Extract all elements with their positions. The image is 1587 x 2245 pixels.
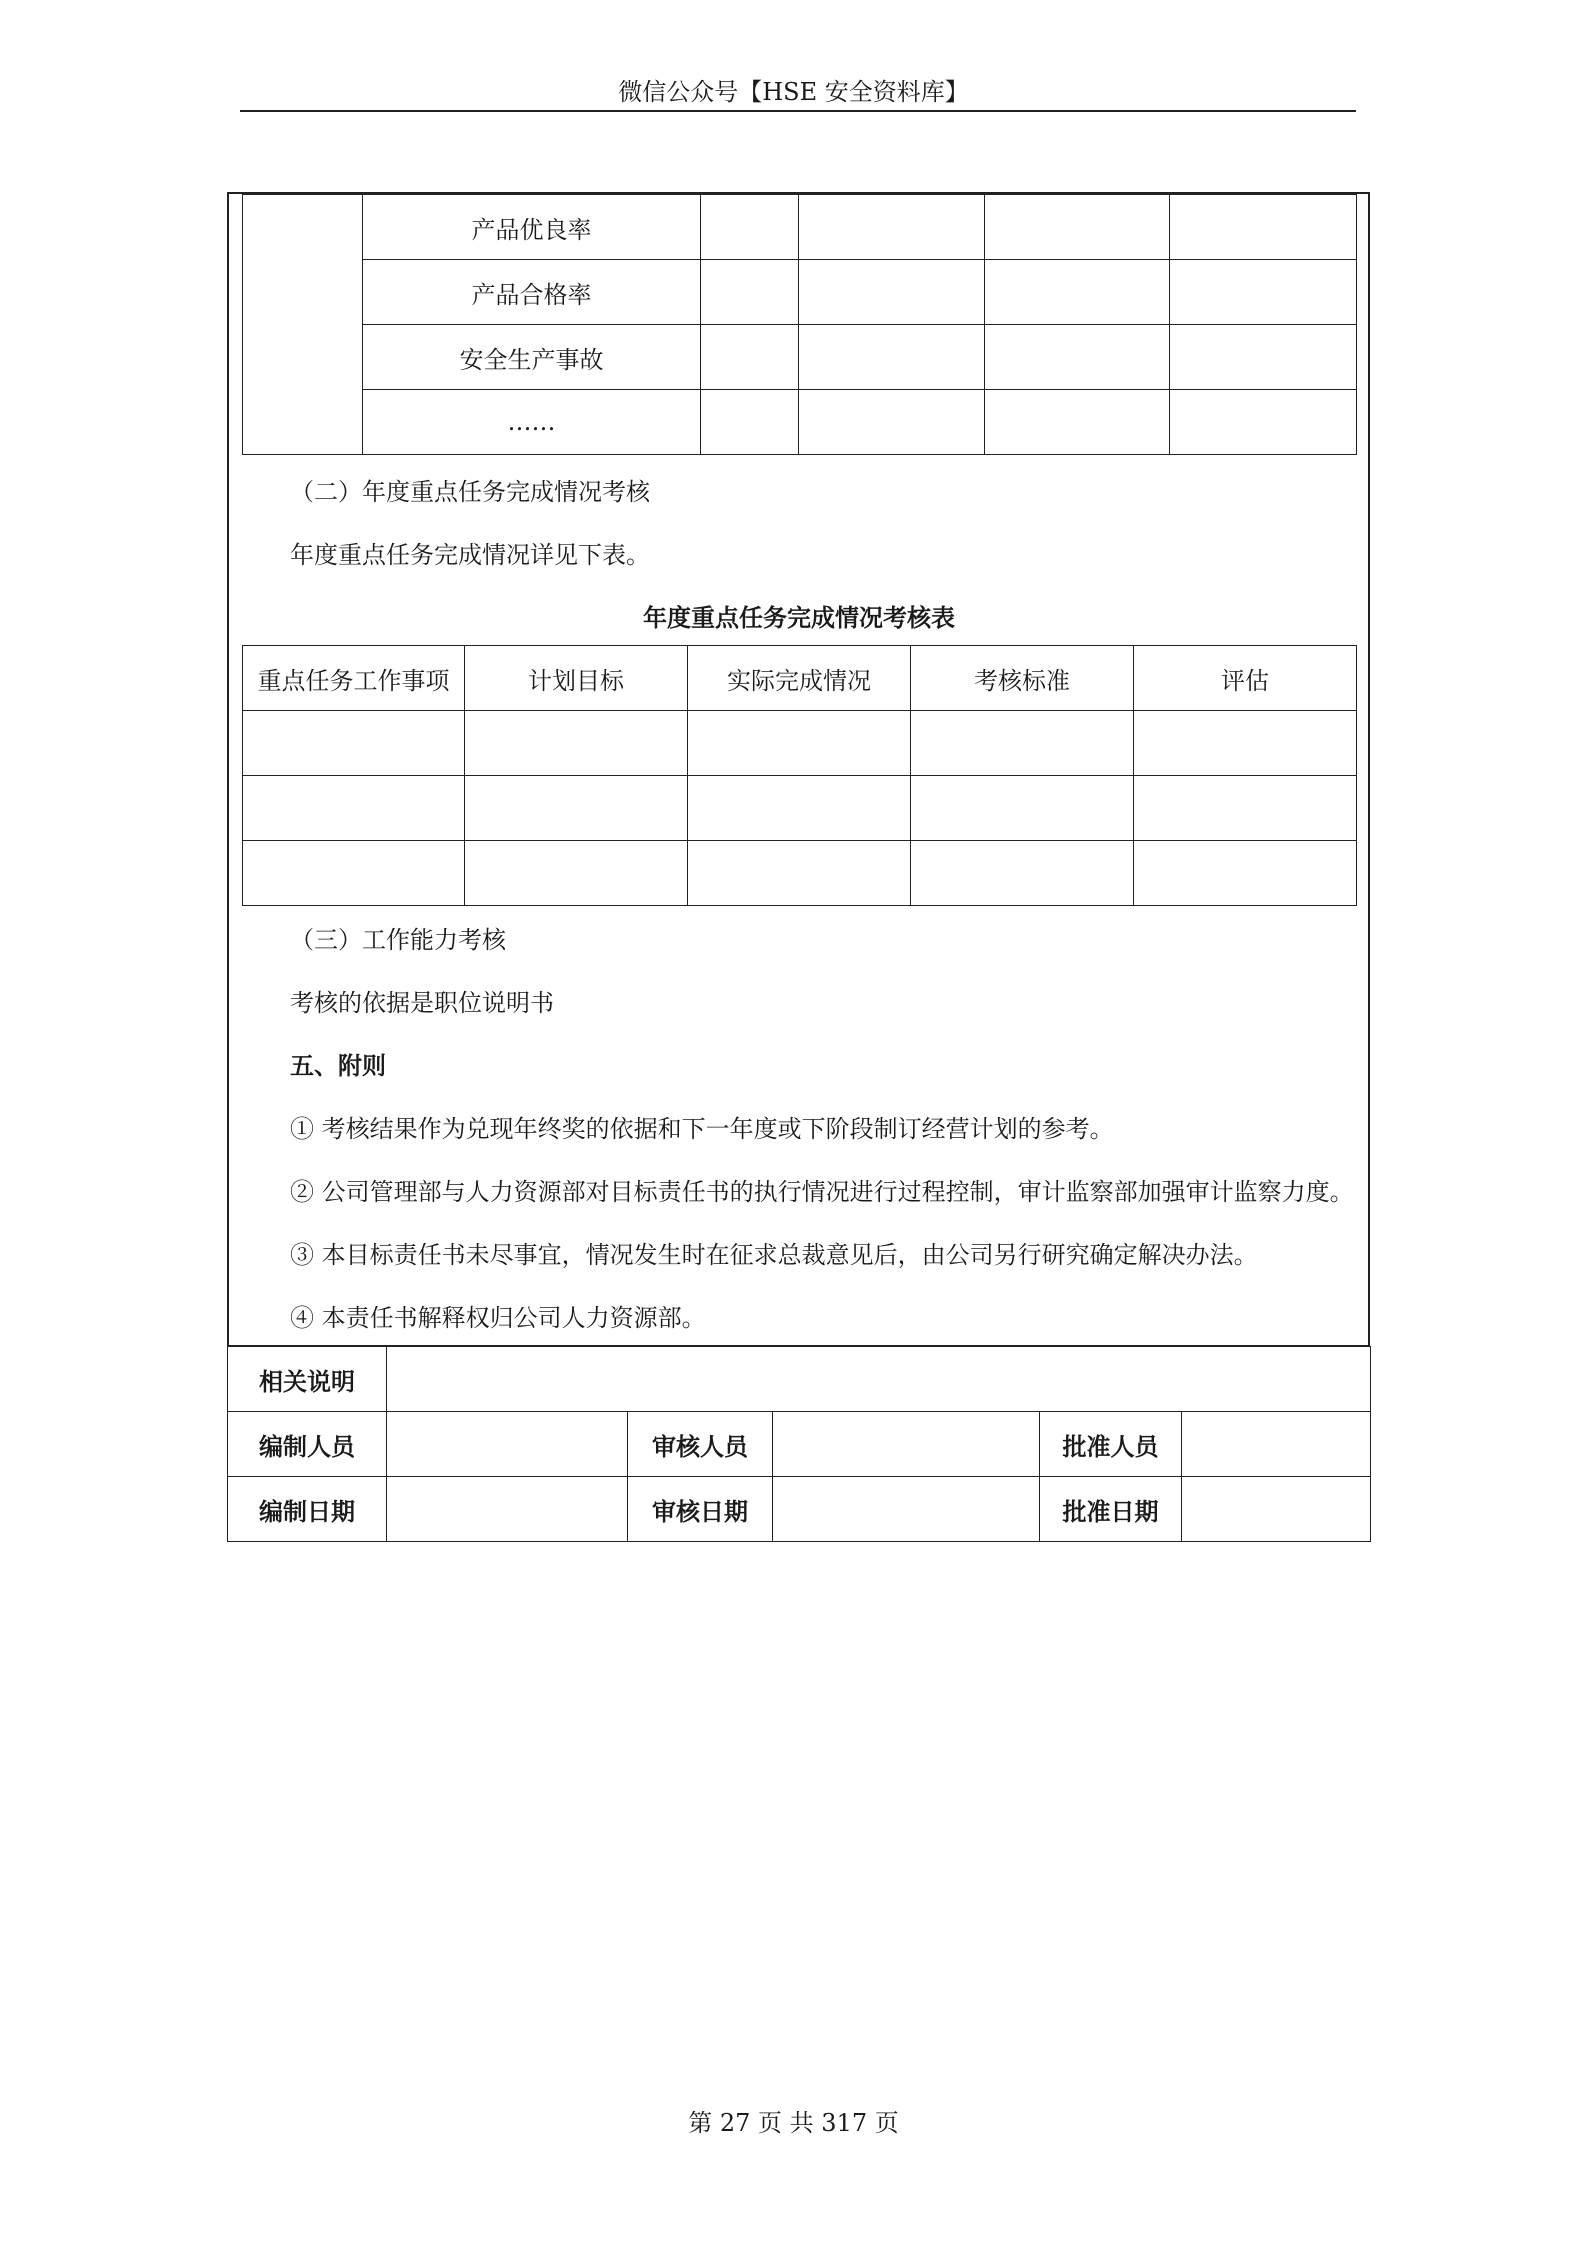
header-rule	[240, 110, 1356, 112]
reviewed-date-label: 审核日期	[628, 1477, 773, 1542]
approved-by-value	[1182, 1412, 1371, 1477]
table-row	[243, 390, 1357, 455]
metrics-table	[242, 194, 1357, 455]
prepared-by-value	[387, 1412, 628, 1477]
section5-heading: 五、附则	[290, 1051, 386, 1080]
page-header: 微信公众号【HSE 安全资料库】	[618, 78, 969, 106]
table-row	[243, 325, 1357, 390]
prepared-date-label: 编制日期	[228, 1477, 387, 1542]
related-notes-label: 相关说明	[228, 1347, 387, 1412]
table-row	[243, 841, 1357, 906]
approved-date-value	[1182, 1477, 1371, 1542]
approved-date-label: 批准日期	[1040, 1477, 1182, 1542]
reviewed-by-value	[773, 1412, 1040, 1477]
key-tasks-table	[242, 645, 1357, 906]
approved-by-label: 批准人员	[1040, 1412, 1182, 1477]
metric-label: 产品优良率	[363, 195, 701, 260]
section2-intro: 年度重点任务完成情况详见下表。	[290, 541, 650, 569]
related-notes-value	[387, 1347, 1371, 1412]
reviewed-by-label: 审核人员	[628, 1412, 773, 1477]
table-row	[243, 776, 1357, 841]
table-title: 年度重点任务完成情况考核表	[643, 603, 955, 632]
appendix-item: ③ 本目标责任书未尽事宜，情况发生时在征求总裁意见后，由公司另行研究确定解决办法。	[290, 1241, 1258, 1269]
table-row	[228, 1347, 1371, 1412]
table-row	[228, 1412, 1371, 1477]
section2-heading: （二）年度重点任务完成情况考核	[290, 478, 650, 506]
prepared-by-label: 编制人员	[228, 1412, 387, 1477]
metric-label: 安全生产事故	[363, 325, 701, 390]
appendix-item: ① 考核结果作为兑现年终奖的依据和下一年度或下阶段制订经营计划的参考。	[290, 1115, 1114, 1143]
column-header: 重点任务工作事项	[243, 646, 465, 711]
category-cell	[243, 195, 363, 455]
section3-text: 考核的依据是职位说明书	[290, 989, 554, 1017]
signature-table	[227, 1346, 1371, 1542]
section3-heading: （三）工作能力考核	[290, 926, 506, 954]
reviewed-date-value	[773, 1477, 1040, 1542]
metric-label: 产品合格率	[363, 260, 701, 325]
table-row	[228, 1477, 1371, 1542]
table-row	[243, 260, 1357, 325]
appendix-item: ④ 本责任书解释权归公司人力资源部。	[290, 1304, 706, 1332]
page-number: 第 27 页 共 317 页	[688, 2109, 899, 2137]
column-header: 评估	[1134, 646, 1357, 711]
column-header: 计划目标	[465, 646, 688, 711]
table-row	[243, 711, 1357, 776]
metric-label: ……	[363, 390, 701, 455]
appendix-item: ② 公司管理部与人力资源部对目标责任书的执行情况进行过程控制，审计监察部加强审计监察力度。	[290, 1178, 1354, 1206]
table-header-row	[243, 646, 1357, 711]
column-header: 考核标准	[911, 646, 1134, 711]
column-header: 实际完成情况	[688, 646, 911, 711]
table-row	[243, 195, 1357, 260]
prepared-date-value	[387, 1477, 628, 1542]
